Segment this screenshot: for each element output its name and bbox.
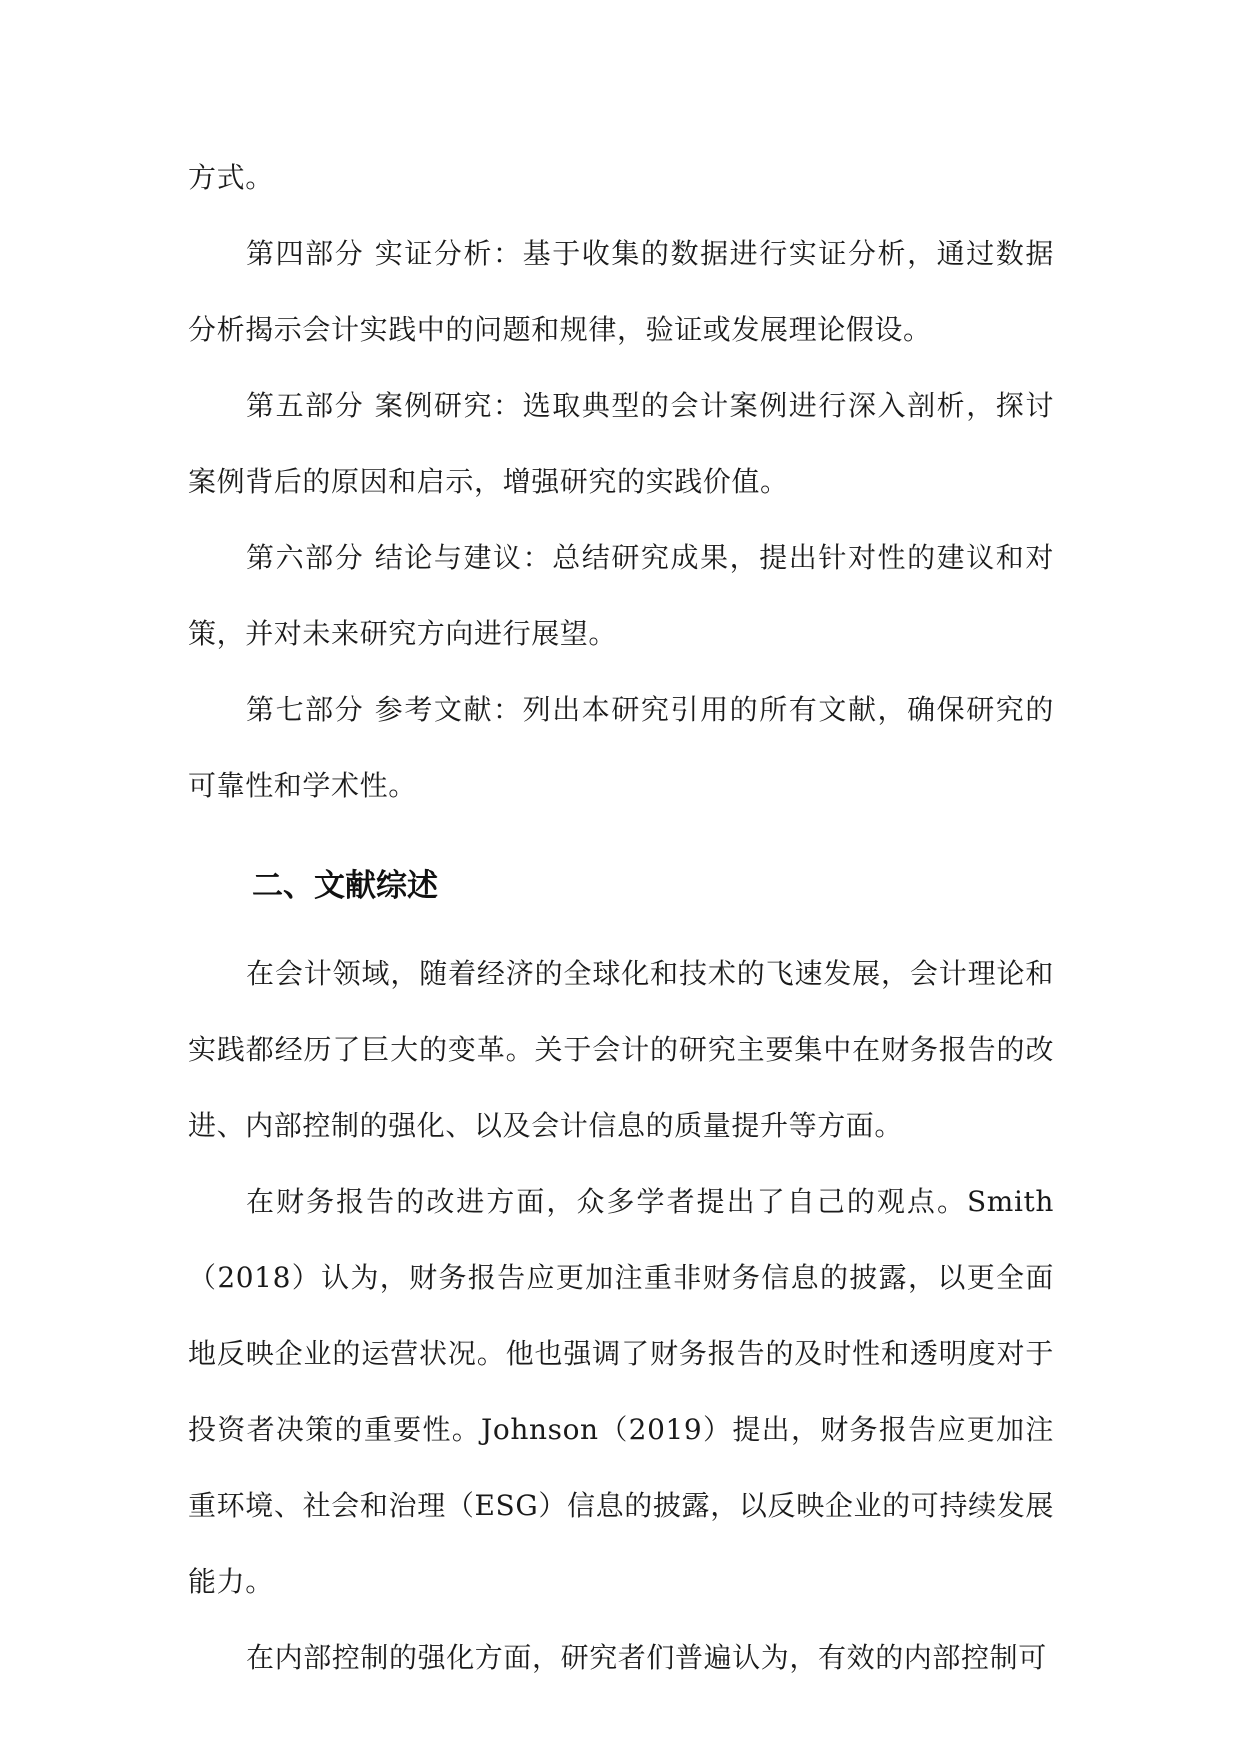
paragraph-internal-control: 在内部控制的强化方面，研究者们普遍认为，有效的内部控制可	[246, 1641, 1047, 1674]
section-heading: 二、文献综述	[252, 868, 438, 904]
paragraph-part-seven: 第七部分 参考文献：列出本研究引用的所有文献，确保研究的可靠性和学术性。	[188, 693, 1054, 802]
document-body	[188, 140, 1054, 1696]
paragraph-financial-reporting: 在财务报告的改进方面，众多学者提出了自己的观点。Smith（2018）认为，财务报告应更加注重非财务信息的披露，以更全面地反映企业的运营状况。他也强调了财务报告的及时性和透明度对于投资者决策的重要性。Johnson（2019）提出，财务报告应更加注重环境、社会和治理（ESG）信息的披露，以反映企业的可持续发展能力。	[188, 1185, 1054, 1598]
paragraph-part-four: 第四部分 实证分析：基于收集的数据进行实证分析，通过数据分析揭示会计实践中的问题和规律，验证或发展理论假设。	[188, 237, 1054, 346]
paragraph-overview: 在会计领域，随着经济的全球化和技术的飞速发展，会计理论和实践都经历了巨大的变革。关于会计的研究主要集中在财务报告的改进、内部控制的强化、以及会计信息的质量提升等方面。	[188, 957, 1054, 1142]
continuation-text: 方式。	[188, 161, 274, 194]
paragraph-part-five: 第五部分 案例研究：选取典型的会计案例进行深入剖析，探讨案例背后的原因和启示，增强研究的实践价值。	[188, 389, 1054, 498]
paragraph-part-six: 第六部分 结论与建议：总结研究成果，提出针对性的建议和对策，并对未来研究方向进行展望。	[188, 541, 1054, 650]
